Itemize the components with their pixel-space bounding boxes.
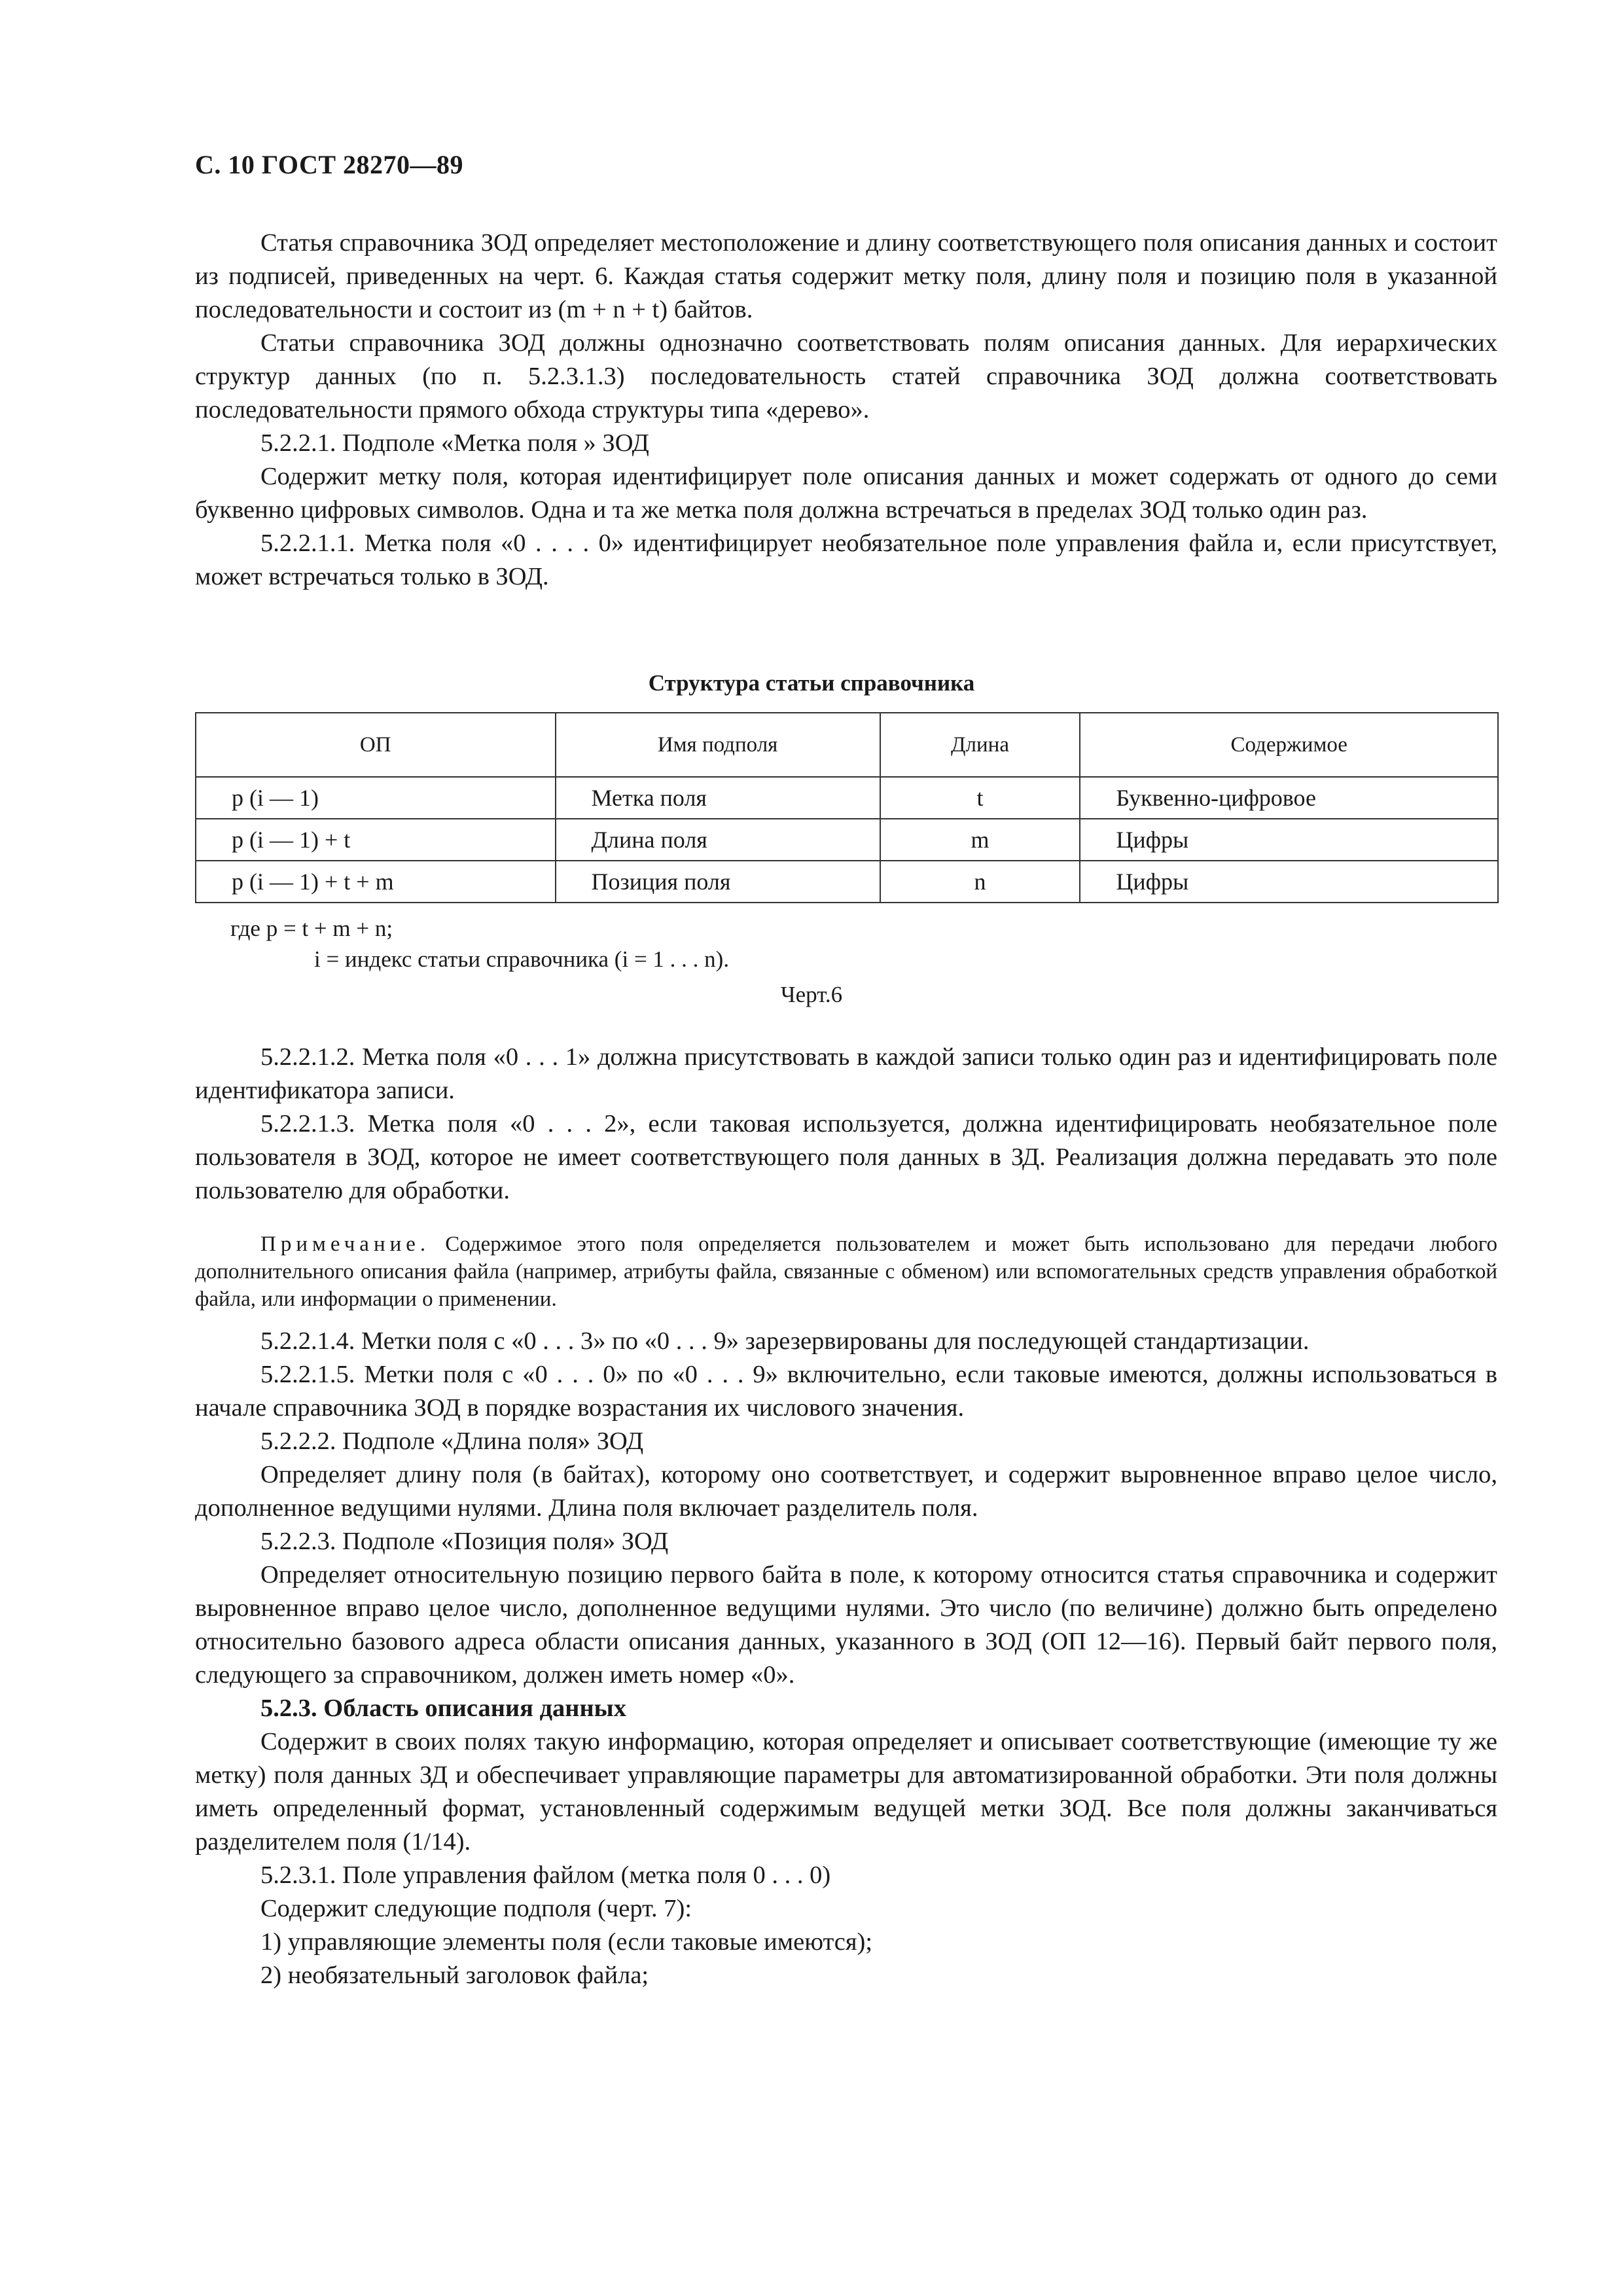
legend-line: где p = t + m + n; — [230, 916, 393, 941]
table-cell: t — [880, 777, 1080, 819]
table-cell: m — [880, 819, 1080, 861]
subsection-heading: 5.2.2.2. Подполе «Длина поля» ЗОД — [260, 1427, 644, 1455]
paragraph: 5.2.2.1.2. Метка поля «0 . . . 1» должна присутствовать в каждой записи только один раз и идентифицировать поле идентификатора записи. — [195, 1043, 1497, 1104]
paragraph: Содержит в своих полях такую информацию, которая определяет и описывает соответствующие (имеющие ту же метку) поля данных ЗД и обеспечивает управляющие параметры для автоматизированной обработки. Эти поля должны иметь определенный формат, установленный содержимым ведущей метки ЗОД. Все поля должны заканчиваться разделителем поля (1/14). — [195, 1728, 1497, 1856]
table-cell: Цифры — [1080, 861, 1498, 903]
note-paragraph — [195, 1230, 1497, 1313]
note-block — [195, 1230, 1497, 1313]
table-header-row — [196, 713, 1498, 777]
body-block-2 — [195, 1325, 1497, 1992]
list-item: 1) управляющие элементы поля (если таковые имеются); — [260, 1928, 873, 1956]
paragraph: 5.2.2.1.1. Метка поля «0 . . . . 0» идентифицирует необязательное поле управления файла и, если присутствует, может встречаться только в ЗОД. — [195, 529, 1497, 590]
paragraph: 5.2.2.1.5. Метки поля с «0 . . . 0» по «0 . . . 9» включительно, если таковые имеются, должны использоваться в начале справочника ЗОД в порядке возрастания их числового значения. — [195, 1361, 1497, 1422]
table-cell: Метка поля — [556, 777, 880, 819]
paragraph: Содержит метку поля, которая идентифицирует поле описания данных и может содержать от одного до семи буквенно цифровых символов. Одна и та же метка поля должна встречаться в пределах ЗОД только один раз. — [195, 463, 1497, 524]
column-header: Содержимое — [1080, 713, 1498, 777]
table-cell: p (i — 1) — [196, 777, 556, 819]
column-header: Длина — [880, 713, 1080, 777]
note-label: Примечание. — [260, 1232, 431, 1256]
table-cell: p (i — 1) + t — [196, 819, 556, 861]
paragraph: Статья справочника ЗОД определяет местоположение и длину соответствующего поля описания данных и состоит из подписей, приведенных на черт. 6. Каждая статья содержит метку поля, длину поля и позицию поля в указанной последовательности и состоит из (m + n + t) байтов. — [195, 229, 1497, 323]
table-cell: Длина поля — [556, 819, 880, 861]
table-row — [196, 861, 1498, 903]
page-header: С. 10 ГОСТ 28270—89 — [195, 150, 464, 179]
note-text: Содержимое этого поля определяется пользователем и может быть использовано для передачи любого дополнительного описания файла (например, атрибуты файла, связанные с обменом) или вспомогательных средств управления обработкой файла, или информации о применении. — [195, 1232, 1497, 1311]
table-cell: Цифры — [1080, 819, 1498, 861]
structure-table — [195, 712, 1499, 903]
table-row — [196, 819, 1498, 861]
table-cell: Буквенно-цифровое — [1080, 777, 1498, 819]
figure-label: Черт.6 — [780, 982, 843, 1007]
paragraph: Содержит следующие подполя (черт. 7): — [260, 1895, 692, 1922]
paragraph: Статьи справочника ЗОД должны однозначно соответствовать полям описания данных. Для иерархических структур данных (по п. 5.2.3.1.3) последовательность статей справочника ЗОД должна соответствовать последовательности прямого обхода структуры типа «дерево». — [195, 329, 1497, 423]
table-cell: p (i — 1) + t + m — [196, 861, 556, 903]
body-block-1 — [195, 1041, 1497, 1208]
table-row — [196, 777, 1498, 819]
list-item: 2) необязательный заголовок файла; — [260, 1962, 649, 1989]
table-cell: n — [880, 861, 1080, 903]
subsection-heading: 5.2.2.1. Подполе «Метка поля » ЗОД — [260, 429, 649, 457]
column-header: Имя подполя — [556, 713, 880, 777]
subsection-heading: 5.2.3.1. Поле управления файлом (метка поля 0 . . . 0) — [260, 1861, 831, 1889]
paragraph: 5.2.2.1.4. Метки поля с «0 . . . 3» по «0 . . . 9» зарезервированы для последующей стандартизации. — [260, 1327, 1310, 1355]
paragraph: Определяет длину поля (в байтах), которому оно соответствует, и содержит выровненное вправо целое число, дополненное ведущими нулями. Длина поля включает разделитель поля. — [195, 1461, 1497, 1522]
subsection-heading: 5.2.2.3. Подполе «Позиция поля» ЗОД — [260, 1528, 669, 1555]
table-cell: Позиция поля — [556, 861, 880, 903]
table-caption: Структура статьи справочника — [648, 670, 975, 696]
paragraph: 5.2.2.1.3. Метка поля «0 . . . 2», если таковая используется, должна идентифицировать необязательное поле пользователя в ЗОД, которое не имеет соответствующего поля данных в ЗД. Реализация должна передавать это поле пользователю для обработки. — [195, 1110, 1497, 1204]
intro-block — [195, 226, 1497, 594]
legend-line: i = индекс статьи справочника (i = 1 . . . n). — [314, 946, 730, 972]
table-legend — [230, 913, 729, 975]
section-heading: 5.2.3. Область описания данных — [260, 1695, 626, 1722]
paragraph: Определяет относительную позицию первого байта в поле, к которому относится статья справочника и содержит выровненное вправо целое число, дополненное ведущими нулями. Это число (по величине) должно быть определено относительно базового адреса области описания данных, указанного в ЗОД (ОП 12—16). Первый байт первого поля, следующего за справочником, должен иметь номер «0». — [195, 1561, 1497, 1689]
column-header: ОП — [196, 713, 556, 777]
